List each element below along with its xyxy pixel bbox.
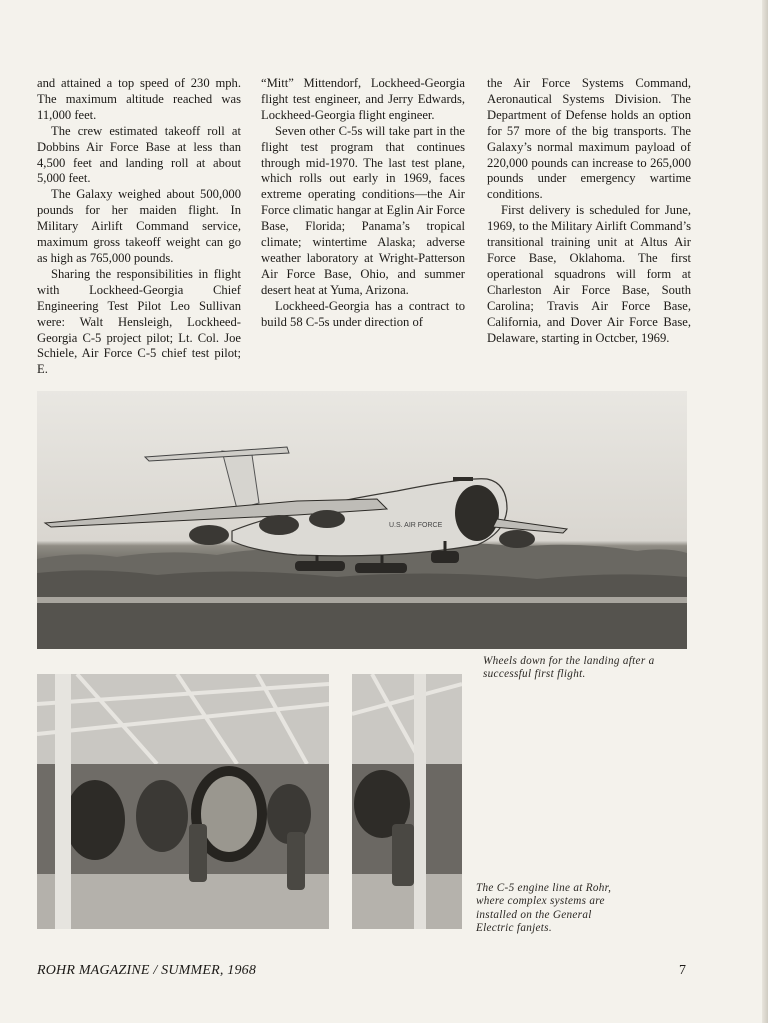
- paragraph: Lockheed-Georgia has a contract to build 58 C-5s under direction of: [261, 298, 465, 329]
- magazine-footer-title: ROHR MAGAZINE / SUMMER, 1968: [37, 963, 257, 978]
- paragraph: and attained a top speed of 230 mph. The maximum altitude reached was 11,000 feet.: [37, 76, 241, 122]
- text-column-3: [487, 76, 691, 346]
- engine-line-photo-left: [37, 674, 329, 929]
- photo-caption-landing: Wheels down for the landing after a successful first flight.: [483, 655, 655, 681]
- text-column-1: [37, 76, 241, 378]
- paragraph: The crew estimated takeoff roll at Dobbins Air Force Base at less than 4,500 feet and landing roll at about 5,000 feet.: [37, 123, 241, 186]
- paragraph: the Air Force Systems Command, Aeronautical Systems Division. The Department of Defense holds an option for 57 more of the big transports. The Galaxy’s normal maximum payload of 220,000 pounds can increase to 265,000 pounds under emergency wartime conditions.: [487, 76, 691, 202]
- c5-galaxy-aircraft-illustration: [37, 391, 687, 649]
- page-number: 7: [679, 963, 686, 978]
- paragraph: Seven other C-5s will take part in the flight test program that continues through mid-1970. The last test plane, which rolls out early in 1969, faces extreme operating conditions—the Air Force climatic hangar at Eglin Air Force Base, Florida; Panama’s tropical climate; wintertime Alaska; adverse weather laboratory at Wright-Patterson Air Force Base, Ohio, and summer desert heat at Yuma, Arizona.: [261, 123, 465, 297]
- hangar-engine-illustration-right: [352, 674, 462, 929]
- engine-line-photo-right: [352, 674, 462, 929]
- photo-caption-engine-line: The C-5 engine line at Rohr, where complex systems are installed on the General Electric fanjets.: [476, 882, 612, 935]
- paragraph: The Galaxy weighed about 500,000 pounds for her maiden flight. In Military Airlift Command service, maximum gross takeoff weight can go as high as 765,000 pounds.: [37, 187, 241, 265]
- page-edge: [762, 0, 768, 1023]
- aircraft-marking: U.S. AIR FORCE: [389, 522, 443, 529]
- c5-landing-photo: [37, 391, 687, 649]
- paragraph: Sharing the responsibilities in flight with Lockheed-Georgia Chief Engineering Test Pilot Leo Sullivan were: Walt Hensleigh, Lockheed-Georgia C-5 project pilot; Lt. Col. Joe Schiele, Air Force C-5 chief test pilot; E.: [37, 266, 241, 377]
- paragraph: First delivery is scheduled for June, 1969, to the Military Airlift Command’s transitional training unit at Altus Air Force Base, Oklahoma. The first operational squadrons will form at Charleston Air Force Base, South Carolina; Travis Air Force Base, California, and Dover Air Force Base, Delaware, starting in Octcber, 1969.: [487, 203, 691, 345]
- hangar-engine-illustration: [37, 674, 329, 929]
- text-column-2: [261, 76, 465, 331]
- paragraph: “Mitt” Mittendorf, Lockheed-Georgia flight test engineer, and Jerry Edwards, Lockheed-Georgia flight engineer.: [261, 76, 465, 122]
